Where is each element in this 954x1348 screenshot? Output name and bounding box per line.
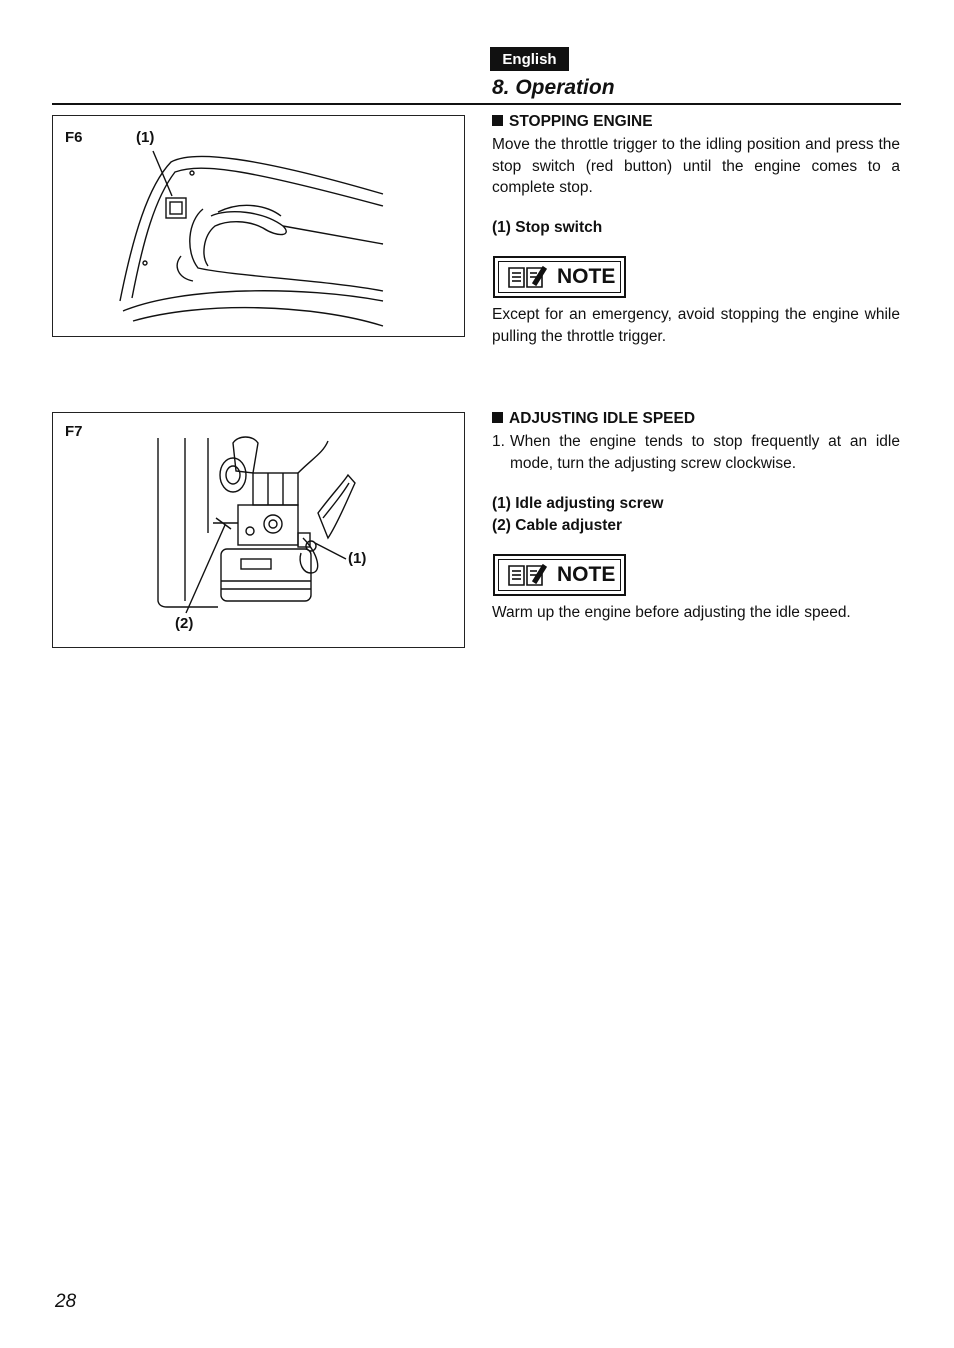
idle-heading xyxy=(492,410,695,428)
language-badge: English xyxy=(490,47,569,71)
note-label: NOTE xyxy=(557,265,616,288)
idle-heading-text: ADJUSTING IDLE SPEED xyxy=(509,410,696,427)
figure-f7-callout-1: (1) xyxy=(348,550,367,567)
carburetor-illustration xyxy=(53,413,464,647)
note-box-idle xyxy=(493,554,626,596)
stop-switch-item: (1) Stop switch xyxy=(492,219,603,236)
figure-f6-callout-1: (1) xyxy=(136,129,155,146)
cable-adjuster-item: (2) Cable adjuster xyxy=(492,517,623,534)
idle-note-text: Warm up the engine before adjusting the idle speed. xyxy=(492,604,851,621)
book-pencil-icon xyxy=(507,264,547,290)
figure-f6-label: F6 xyxy=(65,129,83,146)
square-bullet-icon xyxy=(492,412,503,423)
stopping-body: Move the throttle trigger to the idling position and press the stop switch (red button) until the engine comes to a complete stop. xyxy=(492,136,900,196)
figure-f6 xyxy=(52,115,465,337)
header-rule xyxy=(52,103,901,105)
figure-f7-callout-2: (2) xyxy=(175,615,194,632)
stopping-note-text: Except for an emergency, avoid stopping the engine while pulling the throttle trigger. xyxy=(492,306,900,345)
note-label: NOTE xyxy=(557,563,616,586)
idle-screw-item: (1) Idle adjusting screw xyxy=(492,495,664,512)
square-bullet-icon xyxy=(492,115,503,126)
idle-step-text: When the engine tends to stop frequently at an idle mode, turn the adjusting screw clockwise. xyxy=(510,433,900,472)
handle-illustration xyxy=(53,116,464,336)
page-number: 28 xyxy=(55,1291,77,1312)
idle-step-number: 1. xyxy=(492,433,505,450)
book-pencil-icon xyxy=(507,562,547,588)
stopping-heading xyxy=(492,113,653,131)
note-box-stopping xyxy=(493,256,626,298)
stopping-heading-text: STOPPING ENGINE xyxy=(509,113,653,130)
figure-f7 xyxy=(52,412,465,648)
section-title: 8. Operation xyxy=(492,76,615,99)
figure-f7-label: F7 xyxy=(65,423,83,440)
